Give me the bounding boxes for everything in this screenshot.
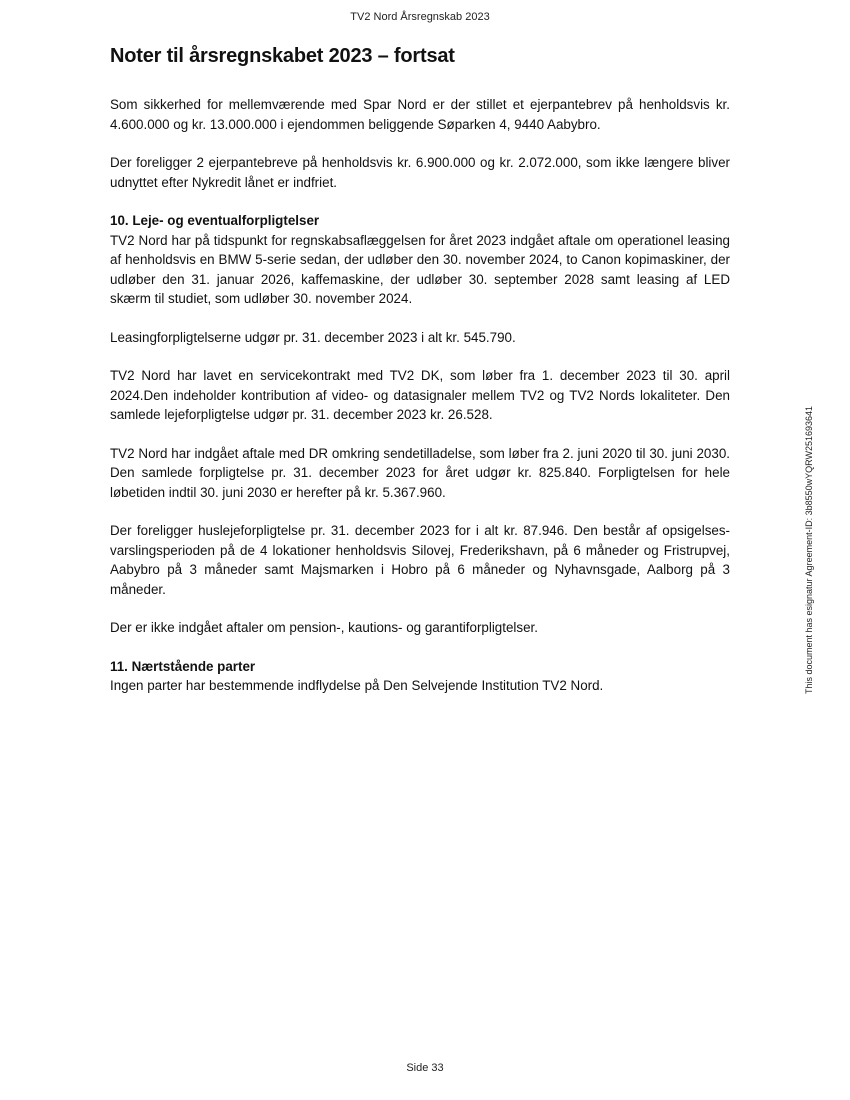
paragraph-broadcast-license: TV2 Nord har indgået aftale med DR omkring sendetilladelse, som løber fra 2. juni 2020 til 30. juni 2030. Den samlede forpligtelse pr. 31. december 2023 for året udgør kr. 825.840. Forpligtelsen for hele løbetiden indtil 30. juni 2030 er herefter på kr. 5.367.960. xyxy=(110,445,730,500)
paragraph-rent-obligation: Der foreligger huslejeforpligtelse pr. 31. december 2023 for i alt kr. 87.946. Den består af opsigelses- varslingsperioden på de 4 lokationer henholdsvis Silovej, Frederikshavn, på 6 måneder og Fristrupvej, Aabybro på 3 måneder samt Majsmarken i Hobro på 6 måneder og Nyhavnsgade, Aalborg på 3 måneder. xyxy=(110,523,730,597)
intro-paragraph-mortgage-deeds: Der foreligger 2 ejerpantebreve på henholdsvis kr. 6.900.000 og kr. 2.072.000, som ikke længere bliver udnyttet efter Nykredit lånet er indfriet. xyxy=(110,155,730,190)
esignatur-stamp-text: This document has esignatur Agreement-ID: 3b8550wYQRW251693641 xyxy=(804,405,814,695)
paragraph-service-contract: TV2 Nord har lavet en servicekontrakt med TV2 DK, som løber fra 1. december 2023 til 30. april 2024.Den indeholder kontribution af video- og datasignaler mellem TV2 og TV2 Nords lokaliteter. Den samlede lejeforpligtelse udgør pr. 31. december 2023 kr. 26.528. xyxy=(110,368,730,422)
paragraph-operational-leasing: TV2 Nord har på tidspunkt for regnskabsaflæggelsen for året 2023 indgået aftale om operationel leasing af henholdsvis en BMW 5-serie sedan, der udløber den 30. november 2024, to Canon kopimaskiner, der udløber den 31. januar 2026, kaffemaskine, der udløber 30. september 2028 samt leasing af LED skærm til studiet, som udløber 30. november 2024. xyxy=(110,232,730,306)
page-title: Noter til årsregnskabet 2023 – fortsat xyxy=(110,45,455,67)
paragraph-leasing-total: Leasingforpligtelserne udgør pr. 31. december 2023 i alt kr. 545.790. xyxy=(110,329,516,345)
section-heading-related-parties: 11. Nærtstående parter xyxy=(110,658,256,674)
paragraph-related-parties: Ingen parter har bestemmende indflydelse på Den Selvejende Institution TV2 Nord. xyxy=(110,678,604,693)
section-heading-lease-obligations: 10. Leje- og eventualforpligtelser xyxy=(110,213,320,228)
page-number: Side 33 xyxy=(406,1062,444,1074)
document-body xyxy=(110,42,730,715)
paragraph-no-guarantees: Der er ikke indgået aftaler om pension-, kautions- og garantiforpligtelser. xyxy=(110,620,538,635)
intro-paragraph-security: Som sikkerhed for mellemværende med Spar Nord er der stillet et ejerpantebrev på henholdsvis kr. 4.600.000 og kr. 13.000.000 i ejendommen beliggende Søparken 4, 9440 Aabybro. xyxy=(110,97,730,132)
running-header: TV2 Nord Årsregnskab 2023 xyxy=(350,11,490,23)
